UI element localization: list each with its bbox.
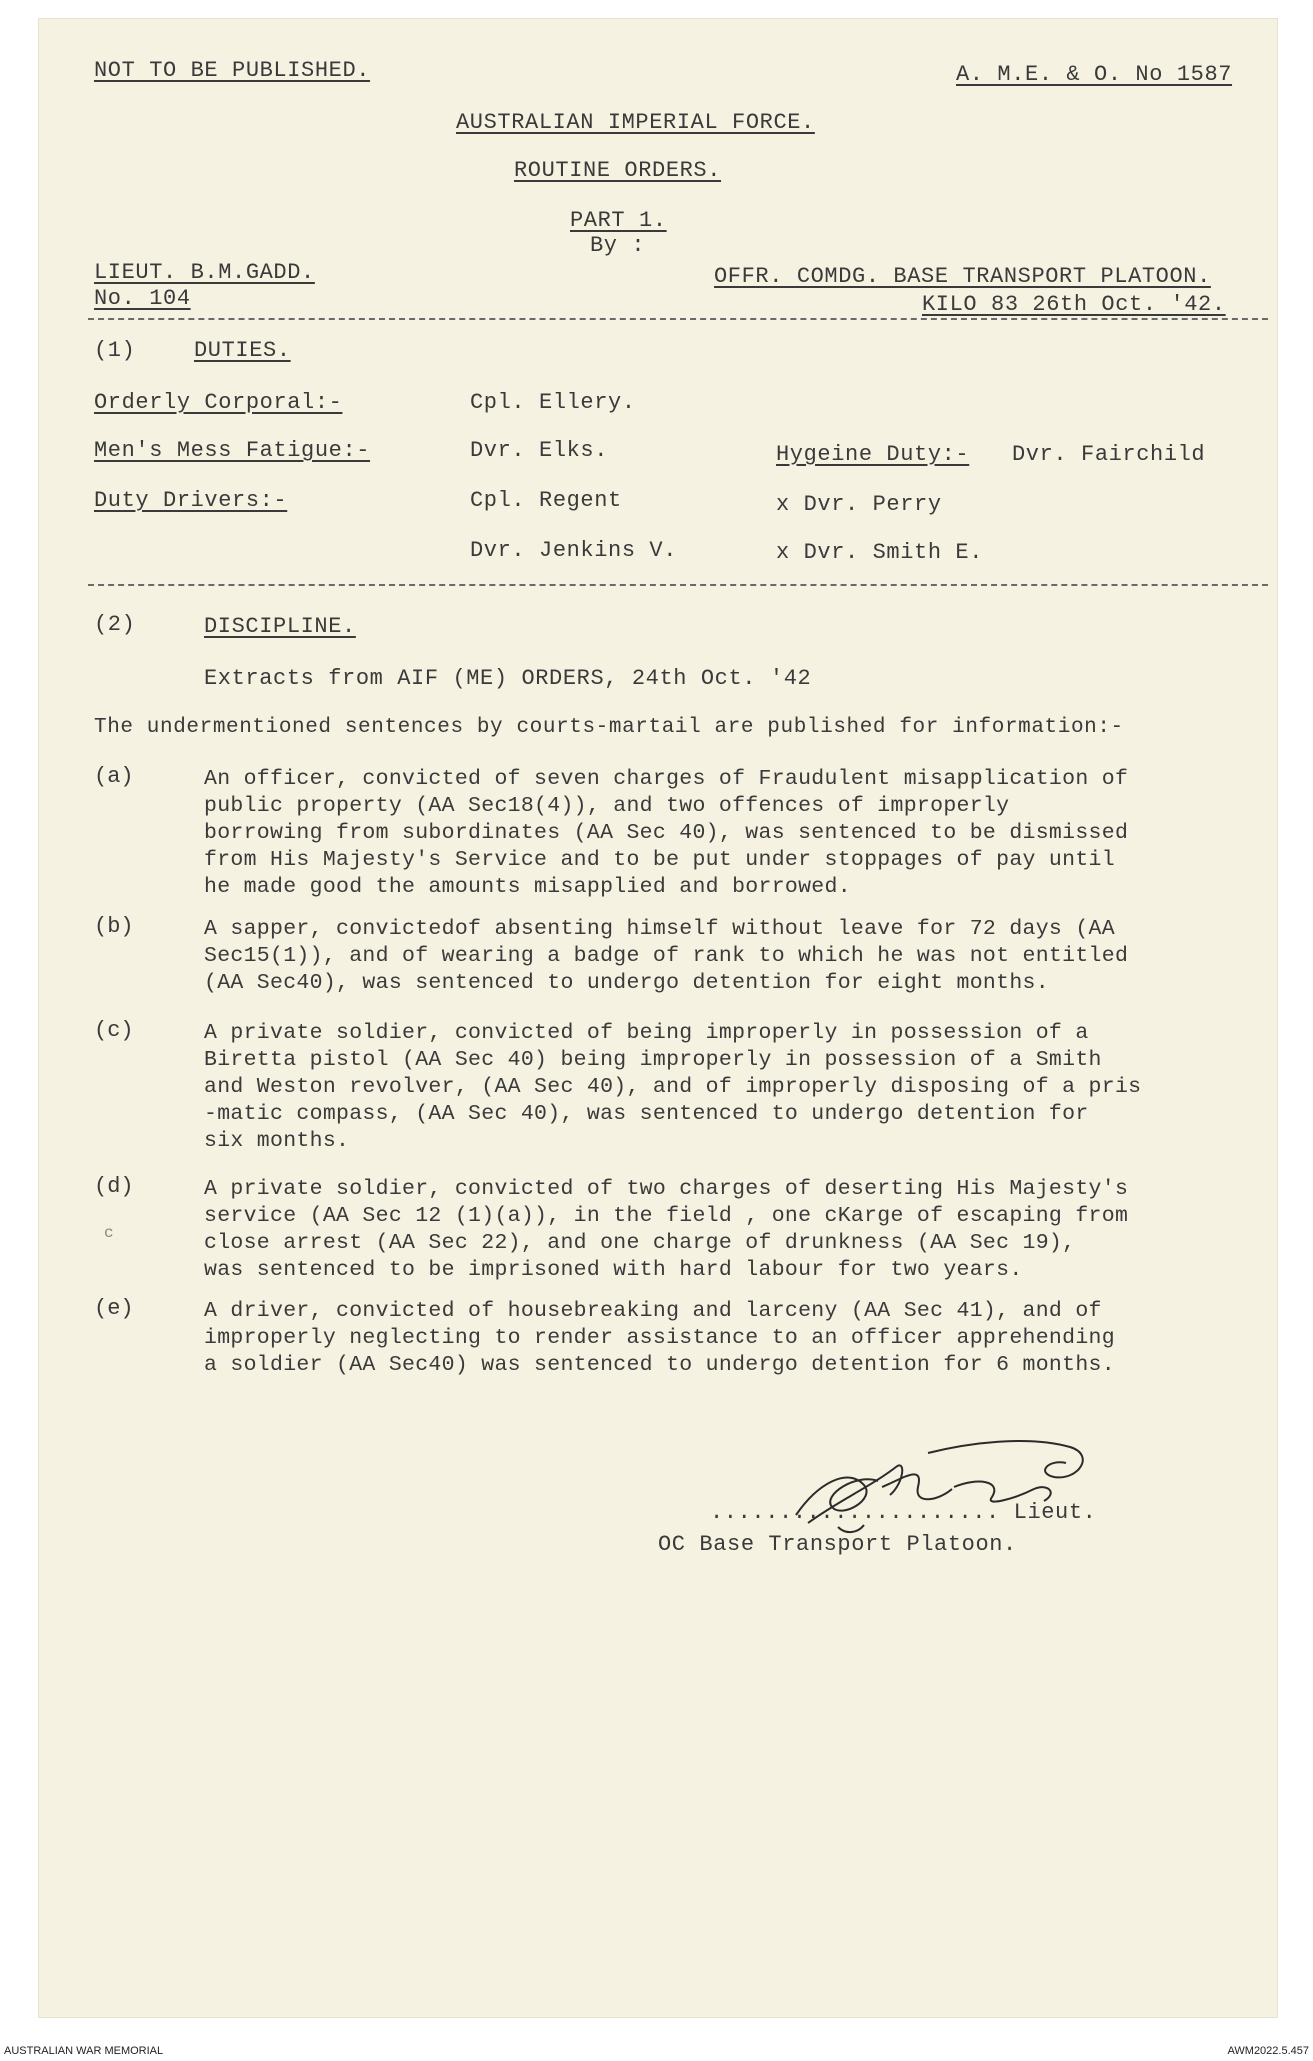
duty-driver-3: Dvr. Jenkins V.	[470, 538, 678, 563]
item-b-text: A sapper, convictedof absenting himself without leave for 72 days (AA Sec15(1)), and of wearing a badge of rank to which he was not entitled (AA Sec40), was sentenced to undergo detention for eight months.	[204, 917, 1129, 995]
item-c-label: (c)	[94, 1018, 134, 1043]
sentences-intro: The undermentioned sentences by courts-martail are published for information:-	[94, 716, 1124, 739]
item-c-text: A private soldier, convicted of being improperly in possession of a Biretta pistol (AA Sec 40) being improperly in possession of a Smith and Weston revolver, (AA Sec 40), and of improperly disposing of a pris -matic compass, (AA Sec 40), was sentenced to undergo detention for six months.	[204, 1021, 1142, 1153]
duty-driver-4: x Dvr. Smith E.	[776, 540, 984, 565]
orderly-corporal-label: Orderly Corporal:-	[94, 390, 343, 415]
document-page	[38, 18, 1278, 2018]
issuing-officer: LIEUT. B.M.GADD.	[94, 260, 315, 285]
by-label: By :	[590, 233, 646, 258]
duties-number: (1)	[94, 338, 136, 363]
archive-footer	[0, 2018, 1313, 2061]
mess-fatigue-label: Men's Mess Fatigue:-	[94, 438, 371, 463]
order-reference: A. M.E. & O. No 1587	[956, 62, 1233, 87]
document-subtitle: ROUTINE ORDERS.	[514, 158, 722, 183]
duty-driver-1: Cpl. Regent	[470, 488, 622, 513]
item-d-text: A private soldier, convicted of two charges of deserting His Majesty's service (AA Sec 12 (1)(a)), in the field , one cKarge of escaping from close arrest (AA Sec 22), and one charge of drunkness (AA Sec 19), was sentenced to be imprisoned with hard labour for two years.	[204, 1177, 1129, 1282]
order-number: No. 104	[94, 286, 191, 311]
hygiene-duty-label: Hygeine Duty:-	[776, 442, 970, 467]
footer-accession-number: AWM2022.5.457	[1227, 2045, 1309, 2057]
extracts-line: Extracts from AIF (ME) ORDERS, 24th Oct. '42	[204, 666, 812, 691]
footer-institution: AUSTRALIAN WAR MEMORIAL	[4, 2045, 164, 2057]
duties-divider	[88, 584, 1268, 586]
item-a-text: An officer, convicted of seven charges of Fraudulent misapplication of public property (AA Sec18(4)), and two offences of improperly borrowing from subordinates (AA Sec 40), was sentenced to be dismissed from His Majesty's Service and to be put under stoppages of pay until he made good the amounts misapplied and borrowed.	[204, 767, 1129, 899]
mess-fatigue-value: Dvr. Elks.	[470, 438, 609, 463]
item-e-label: (e)	[94, 1296, 134, 1321]
item-b-label: (b)	[94, 914, 134, 939]
header-divider	[88, 318, 1268, 320]
discipline-heading: DISCIPLINE.	[204, 614, 356, 639]
duties-heading: DUTIES.	[194, 338, 291, 363]
place-and-date: KILO 83 26th Oct. '42.	[922, 292, 1226, 317]
signature-line: ..................... Lieut.	[710, 1500, 1097, 1525]
item-d-label: (d)	[94, 1174, 134, 1199]
signatory-title: OC Base Transport Platoon.	[658, 1532, 1017, 1557]
hygiene-duty-value: Dvr. Fairchild	[1012, 442, 1206, 467]
margin-mark: c	[104, 1224, 114, 1242]
orderly-corporal-value: Cpl. Ellery.	[470, 390, 636, 415]
item-e-text: A driver, convicted of housebreaking and larceny (AA Sec 41), and of improperly neglecting to render assistance to an officer apprehending a soldier (AA Sec40) was sentenced to undergo detention for 6 months.	[204, 1299, 1115, 1377]
item-a-label: (a)	[94, 764, 134, 789]
not-published-notice: NOT TO BE PUBLISHED.	[94, 58, 371, 83]
duty-drivers-label: Duty Drivers:-	[94, 488, 288, 513]
issuing-unit: OFFR. COMDG. BASE TRANSPORT PLATOON.	[714, 264, 1211, 289]
document-title: AUSTRALIAN IMPERIAL FORCE.	[456, 110, 815, 135]
duty-driver-2: x Dvr. Perry	[776, 492, 942, 517]
part-label: PART 1.	[570, 208, 667, 233]
discipline-number: (2)	[94, 612, 136, 637]
